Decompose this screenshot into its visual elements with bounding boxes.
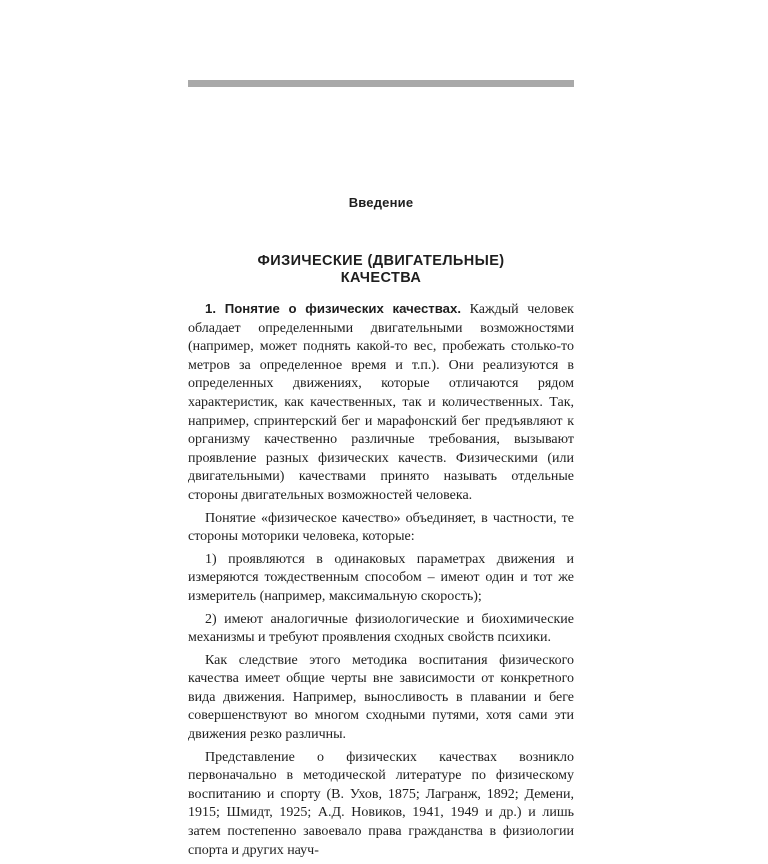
paragraph-2: Понятие «физическое качество» объединяет, в частности, те стороны моторики человека, которые: xyxy=(188,510,574,545)
paragraph-5: Как следствие этого методика воспитания физического качества имеет общие черты вне зависимости от конкретного вида движения. Например, выносливость в плавании и беге совершенствуют во многом сходными путями, хотя сами эти движения резко различны. xyxy=(188,652,574,743)
paragraph-1-text: Каждый человек обладает определенными двигательными возможностями (например, может поднять какой-то вес, пробежать столько-то метров за определенное время и т.п.). Они реализуются в определенных движениях, которые отличаются рядом характеристик, как качественных, так и количественных. Так, например, спринтерский бег и марафонский бег предъявляют к организму качественно различные требования, вызывают проявление разных физических качеств. Физическими (или двигательными) качествами принято называть отдельные стороны двигательных возможностей человека. xyxy=(188,302,574,503)
paragraph-6: Представление о физических качествах возникло первоначально в методической литературе по физическому воспитанию и спорту (В. Ухов, 1875; Лагранж, 1892; Демени, 1915; Шмидт, 1925; А.Д. Новиков, 1941, 1949 и др.) и лишь затем постепенно завоевало права гражданства в физиологии спорта и других науч- xyxy=(188,749,574,858)
header-rule xyxy=(188,80,574,87)
chapter-title-line-2: КАЧЕСТВА xyxy=(340,270,422,286)
paragraph-3: 1) проявляются в одинаковых параметрах движения и измеряются тождественным способом – имеют один и тот же измеритель (например, максимальную скорость); xyxy=(188,551,574,604)
chapter-title-line-1: ФИЗИЧЕСКИЕ (ДВИГАТЕЛЬНЫЕ) xyxy=(257,253,505,269)
paragraph-1-lead: 1. Понятие о физических качествах. xyxy=(205,301,462,316)
section-label: Введение xyxy=(348,195,414,210)
body-text xyxy=(188,300,574,864)
paragraph-1 xyxy=(188,300,574,506)
chapter-title xyxy=(188,253,574,287)
paragraph-4: 2) имеют аналогичные физиологические и биохимические механизмы и требуют проявления сходных свойств психики. xyxy=(188,611,574,646)
